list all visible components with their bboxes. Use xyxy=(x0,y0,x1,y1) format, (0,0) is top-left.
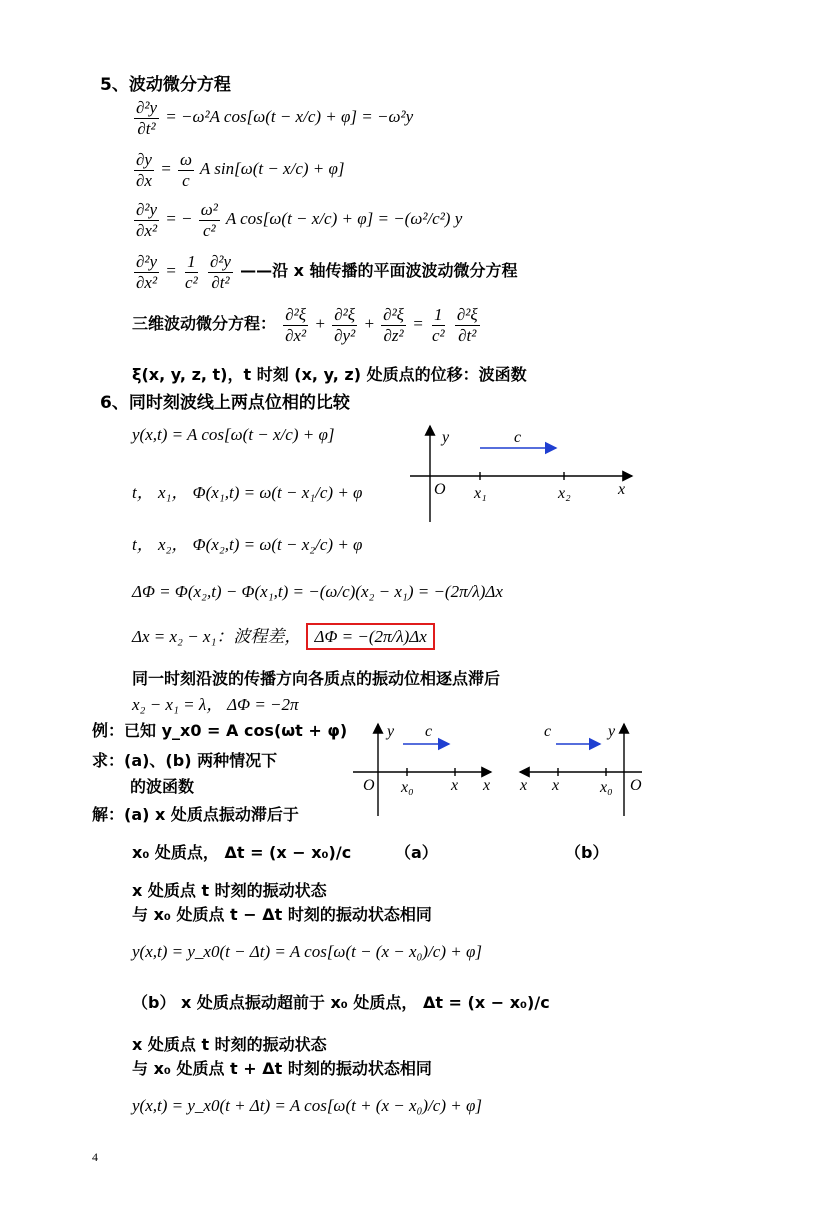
solution-a-1: 解：(a) x 处质点振动滞后于 xyxy=(92,805,299,824)
equation-wave-3d: 三维波动微分方程： $\frac{\text{∂²ξ}}{\text{∂x²}}$ + $\frac{\text{∂²ξ}}{\text{∂y²}}$ + $\frac{\text{∂²ξ}}{\text{∂z²}}$ = $\frac{1}{\text{c²}}$ $\frac{\text{∂²ξ}}{\text{∂t²}}$ xyxy=(132,305,478,345)
label-y: y xyxy=(608,723,616,740)
label-y: y xyxy=(442,429,450,446)
label-y: y xyxy=(387,723,395,740)
section-5-title: 5、波动微分方程 xyxy=(100,75,231,95)
label-x2: x₂ xyxy=(558,485,571,502)
example-ask-2: 的波函数 xyxy=(130,777,195,796)
solution-b: （b） x 处质点振动超前于 x₀ 处质点， Δt = (x − x₀)/c xyxy=(132,993,550,1012)
phase-lag-text: 同一时刻沿波的传播方向各质点的振动位相逐点滞后 xyxy=(132,669,501,688)
figure-a xyxy=(345,718,495,818)
figure-label-b: （b） xyxy=(565,843,609,862)
solution-a-2: x₀ 处质点， Δt = (x − x₀)/c xyxy=(132,843,352,862)
example-ask-1: 求：(a)、(b) 两种情况下 xyxy=(92,751,278,770)
equation-d2y-dx2: $\frac{\text{∂²y}}{\text{∂x²}}$ = − $\frac{\text{ω²}}{\text{c²}}$ A cos[ω(t − x/c) + φ] = −(ω²/c²) y xyxy=(136,200,463,240)
section-6-title: 6、同时刻波线上两点位相的比较 xyxy=(100,393,350,413)
label-x-axis: x xyxy=(520,777,528,794)
label-origin: O xyxy=(434,481,446,498)
equation-phi-2: t， x₂， Φ(x₂,t) = ω(t − x₂/c) + φ xyxy=(132,535,363,554)
example-given: 例：已知 y_x0 = A cos(ωt + φ) xyxy=(92,721,348,740)
equation-d2y-dt2: $\frac{\text{∂²y}}{\text{∂t²}}$ = −ω²A cos[ω(t − x/c) + φ] = −ω²y xyxy=(136,98,414,138)
equation-y-b: y(x,t) = y_x0(t + Δt) = A cos[ω(t + (x − x₀)/c) + φ] xyxy=(132,1096,483,1115)
label-x: x xyxy=(618,481,626,498)
equation-delta-phi: ΔΦ = Φ(x₂,t) − Φ(x₁,t) = −(ω/c)(x₂ − x₁) = −(2π/λ)Δx xyxy=(132,582,503,601)
equation-phi-1: t， x₁， Φ(x₁,t) = ω(t − x₁/c) + φ xyxy=(132,483,363,502)
equation-y-xt: y(x,t) = A cos[ω(t − x/c) + φ] xyxy=(132,425,335,444)
equation-y-a: y(x,t) = y_x0(t − Δt) = A cos[ω(t − (x − x₀)/c) + φ] xyxy=(132,942,483,961)
label-origin: O xyxy=(630,777,642,794)
lambda-equation: x₂ − x₁ = λ， ΔΦ = −2π xyxy=(132,695,299,714)
label-c: c xyxy=(514,429,522,446)
figure-label-a: （a） xyxy=(395,843,438,862)
label-x1: x₁ xyxy=(474,485,487,502)
label-c: c xyxy=(544,723,552,740)
xi-definition: ξ(x, y, z, t)，t 时刻 (x, y, z) 处质点的位移：波函数 xyxy=(132,365,527,384)
label-x0: x₀ xyxy=(600,779,613,796)
label-x-point: x xyxy=(451,777,459,794)
state-text-1: x 处质点 t 时刻的振动状态 xyxy=(132,881,327,900)
path-difference-line: Δx = x₂ − x₁：波程差， ΔΦ = −(2π/λ)Δx xyxy=(132,622,435,647)
label-origin: O xyxy=(363,777,375,794)
boxed-phase-difference: ΔΦ = −(2π/λ)Δx xyxy=(306,623,434,650)
same-state-a: 与 x₀ 处质点 t − Δt 时刻的振动状态相同 xyxy=(132,905,432,924)
figure-b xyxy=(512,718,652,818)
label-c: c xyxy=(425,723,433,740)
same-state-b: 与 x₀ 处质点 t + Δt 时刻的振动状态相同 xyxy=(132,1059,432,1078)
label-x-point: x xyxy=(552,777,560,794)
page-number: 4 xyxy=(92,1150,98,1164)
equation-dy-dx: $\frac{\partial y}{\partial x}$ = $\frac{\omega}{c}$ A sin[ω(t − x/c) + φ] xyxy=(136,150,345,190)
wave-axis-figure xyxy=(400,420,640,530)
label-x-axis: x xyxy=(483,777,491,794)
label-x0: x₀ xyxy=(401,779,414,796)
state-text-2: x 处质点 t 时刻的振动状态 xyxy=(132,1035,327,1054)
equation-wave-1d: $\frac{\text{∂²y}}{\text{∂x²}}$ = $\frac{1}{\text{c²}}$ $\frac{\text{∂²y}}{\text{∂t²}}$ ——沿 x 轴传播的平面波波动微分方程 xyxy=(136,252,518,292)
